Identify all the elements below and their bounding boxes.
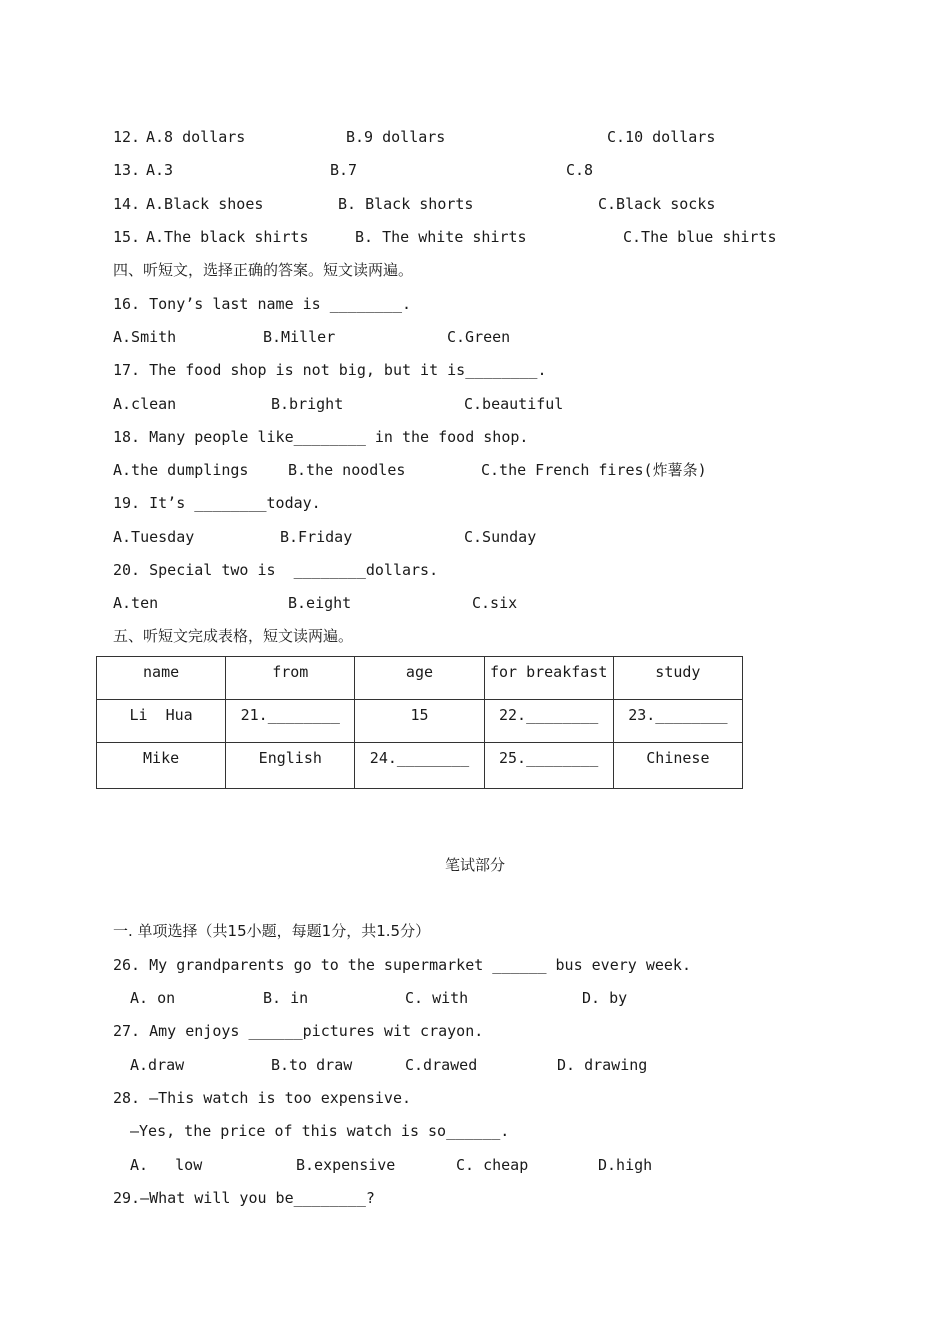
heading-number: 15 [227,922,247,940]
table-row [97,700,743,743]
option-a: A.clean [113,395,177,413]
option-c: C.The blue shirts [623,228,777,246]
question-text: 27. Amy enjoys ______pictures wit crayon. [113,1022,484,1040]
heading-text: 一. 单项选择（共 [113,922,228,940]
option-a: A.Black shoes [146,195,264,213]
option-b: B.to draw [271,1056,353,1074]
option-a: A. on [130,989,176,1007]
question-text: 18. Many people like________ in the food shop. [113,428,529,446]
option-a: A.The black shirts [146,228,309,246]
question-text-reply: —Yes, the price of this watch is so______. [130,1122,510,1140]
option-b: B. Black shorts [338,195,474,213]
question-number: 15. [113,228,141,246]
table-cell: English [226,743,355,789]
table-row [97,743,743,789]
blank-cell[interactable]: 23.________ [613,700,742,743]
option-b: B.Friday [280,528,353,546]
question-text: 19. It’s ________today. [113,494,321,512]
option-d: D. drawing [557,1056,648,1074]
blank-cell[interactable]: 22.________ [484,700,613,743]
option-a: A. low [130,1156,203,1174]
section-5-heading: 五、听短文完成表格，短文读两遍。 [113,627,354,645]
option-c: C.Sunday [464,528,537,546]
option-b: B.eight [288,594,352,612]
table-cell: 15 [355,700,484,743]
option-c: C.Green [447,328,511,346]
question-text: 16. Tony’s last name is ________. [113,295,412,313]
option-b: B.expensive [296,1156,396,1174]
option-a: A.3 [146,161,174,179]
option-c: C.drawed [405,1056,478,1074]
option-a: A.ten [113,594,159,612]
option-b: B.9 dollars [346,128,446,146]
option-c: C. cheap [456,1156,529,1174]
question-text: 17. The food shop is not big, but it is________. [113,361,547,379]
option-b: B.Miller [263,328,336,346]
info-table [96,656,743,789]
table-header-row [97,657,743,700]
option-d: D. by [582,989,628,1007]
option-b: B. The white shirts [355,228,527,246]
question-text: 28. —This watch is too expensive. [113,1089,412,1107]
question-text: 20. Special two is ________dollars. [113,561,439,579]
option-a: A.Tuesday [113,528,195,546]
option-b: B.the noodles [288,461,406,479]
header-cell: study [613,657,742,700]
option-c: C.Black socks [598,195,716,213]
option-a: A.8 dollars [146,128,246,146]
heading-text: 分，共 [331,922,377,940]
heading-text: 分） [400,922,431,940]
question-text: 26. My grandparents go to the supermarket ______ bus every week. [113,956,691,974]
table-cell: Li Hua [97,700,226,743]
heading-number: 1 [321,922,332,940]
header-cell: name [97,657,226,700]
option-c: C.beautiful [464,395,564,413]
question-text: 29.—What will you be________? [113,1189,375,1207]
option-a: A.the dumplings [113,461,249,479]
table-cell: Mike [97,743,226,789]
header-cell: for breakfast [484,657,613,700]
question-number: 12. [113,128,141,146]
option-a: A.Smith [113,328,177,346]
option-d: D.high [598,1156,653,1174]
section-4-heading: 四、听短文，选择正确的答案。短文读两遍。 [113,261,414,279]
blank-cell[interactable]: 24.________ [355,743,484,789]
option-c: C.10 dollars [607,128,716,146]
header-cell: age [355,657,484,700]
option-c: C.six [472,594,518,612]
table-cell: Chinese [613,743,742,789]
blank-cell[interactable]: 25.________ [484,743,613,789]
option-c: C.8 [566,161,594,179]
option-b: B.bright [271,395,344,413]
heading-text: 小题，每题 [246,922,322,940]
option-b: B.7 [330,161,358,179]
question-number: 13. [113,161,141,179]
option-b: B. in [263,989,309,1007]
heading-number: 1.5 [376,922,401,940]
question-number: 14. [113,195,141,213]
option-c: C. with [405,989,469,1007]
option-c: C.the French fires(炸薯条) [481,461,707,479]
blank-cell[interactable]: 21.________ [226,700,355,743]
written-part-title: 笔试部分 [444,856,505,874]
section-1-heading [113,922,430,940]
option-a: A.draw [130,1056,185,1074]
header-cell: from [226,657,355,700]
